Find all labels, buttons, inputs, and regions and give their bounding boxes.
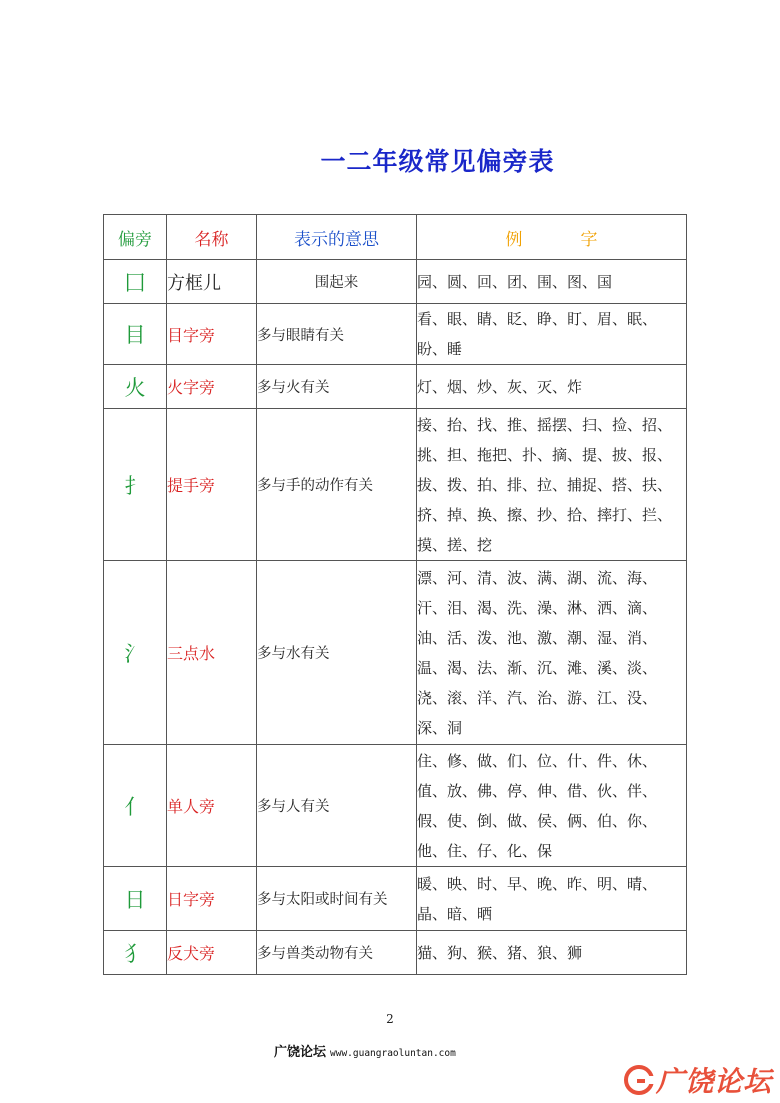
radical-cell: 目 — [104, 304, 167, 365]
examples-cell: 园、圆、回、团、围、图、国 — [417, 260, 687, 304]
examples-cell: 暖、映、时、早、晚、昨、明、晴、晶、暗、晒 — [417, 867, 687, 931]
table-row — [104, 745, 687, 867]
name-cell: 单人旁 — [167, 745, 257, 867]
examples-cell: 住、修、做、们、位、什、件、休、值、放、佛、停、伸、借、伙、伴、假、使、倒、做、侯、俩、伯、你、他、住、仔、化、保 — [417, 745, 687, 867]
name-cell: 火字旁 — [167, 365, 257, 409]
name-cell: 日字旁 — [167, 867, 257, 931]
header-name: 名称 — [167, 215, 257, 260]
table-row — [104, 867, 687, 931]
meaning-cell: 多与人有关 — [257, 745, 417, 867]
name-cell: 目字旁 — [167, 304, 257, 365]
header-radical: 偏旁 — [104, 215, 167, 260]
meaning-cell: 多与水有关 — [257, 561, 417, 745]
table-row — [104, 561, 687, 745]
meaning-cell: 多与太阳或时间有关 — [257, 867, 417, 931]
name-cell: 反犬旁 — [167, 931, 257, 975]
examples-cell: 漂、河、清、波、满、湖、流、海、汗、泪、渴、洗、澡、淋、洒、滴、油、活、泼、池、激、潮、湿、消、温、渴、法、渐、沉、滩、溪、淡、浇、滚、洋、汽、治、游、江、没、深、洞 — [417, 561, 687, 745]
examples-cell: 灯、烟、炒、灰、灭、炸 — [417, 365, 687, 409]
watermark-logo — [624, 1060, 772, 1100]
name-cell: 提手旁 — [167, 409, 257, 561]
table-header-row — [104, 215, 687, 260]
page-number: 2 — [386, 1012, 394, 1026]
radical-cell: 氵 — [104, 561, 167, 745]
header-examples-2: 字 — [580, 229, 598, 250]
meaning-cell: 围起来 — [257, 260, 417, 304]
page-title: 一二年级常见偏旁表 — [320, 147, 555, 176]
meaning-cell: 多与兽类动物有关 — [257, 931, 417, 975]
header-examples-1: 例 — [505, 229, 523, 250]
logo-g-icon — [624, 1065, 654, 1095]
table-row — [104, 304, 687, 365]
name-cell: 方框儿 — [167, 260, 257, 304]
radical-cell: 犭 — [104, 931, 167, 975]
header-examples — [417, 215, 687, 260]
table-row — [104, 409, 687, 561]
watermark-text: 广饶论坛 — [655, 1065, 772, 1098]
footer-site-url: www.guangraoluntan.com — [330, 1048, 456, 1059]
examples-cell: 看、眼、睛、眨、睁、盯、眉、眠、盼、睡 — [417, 304, 687, 365]
examples-cell: 接、抬、找、推、摇摆、扫、捡、招、挑、担、拖把、扑、摘、提、披、报、拔、拨、拍、排、拉、捕捉、搭、扶、挤、掉、换、擦、抄、拾、摔打、拦、摸、搓、挖 — [417, 409, 687, 561]
footer-credit — [274, 1041, 456, 1060]
radical-cell: 囗 — [104, 260, 167, 304]
name-cell: 三点水 — [167, 561, 257, 745]
radical-cell: 亻 — [104, 745, 167, 867]
meaning-cell: 多与火有关 — [257, 365, 417, 409]
table-row — [104, 365, 687, 409]
radical-cell: 日 — [104, 867, 167, 931]
meaning-cell: 多与手的动作有关 — [257, 409, 417, 561]
radical-cell: 火 — [104, 365, 167, 409]
table-row — [104, 931, 687, 975]
radical-cell: 扌 — [104, 409, 167, 561]
table-row — [104, 260, 687, 304]
header-meaning: 表示的意思 — [257, 215, 417, 260]
examples-cell: 猫、狗、猴、猪、狼、狮 — [417, 931, 687, 975]
footer-site-name: 广饶论坛 — [274, 1045, 327, 1060]
radicals-table — [103, 214, 687, 975]
meaning-cell: 多与眼睛有关 — [257, 304, 417, 365]
